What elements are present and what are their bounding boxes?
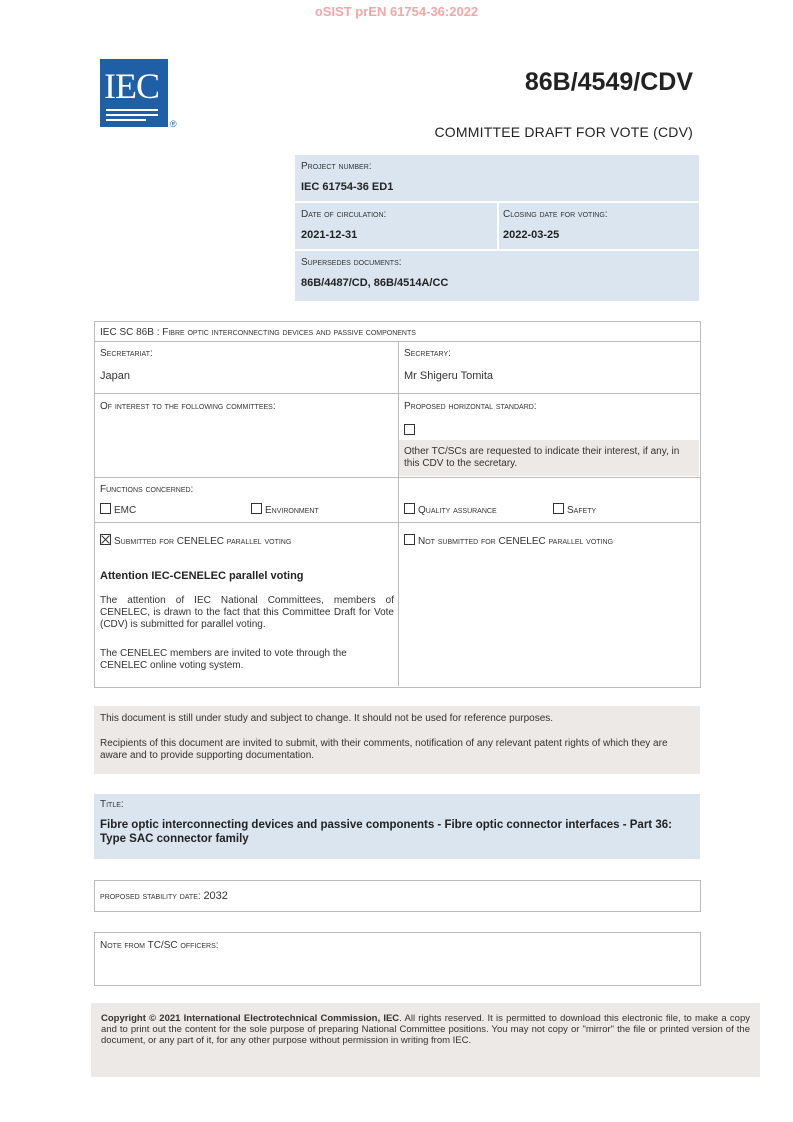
registered-mark: ® bbox=[170, 119, 177, 129]
interest-label: Of interest to the following committees: bbox=[100, 401, 276, 412]
function-safety[interactable]: Safety bbox=[553, 503, 596, 516]
copyright-bold: Copyright © 2021 International Electrotechnical Commission, IEC bbox=[101, 1013, 400, 1024]
title-label: Title: bbox=[100, 799, 124, 810]
other-tc-note: Other TC/SCs are requested to indicate their interest, if any, in this CDV to the secretary. bbox=[404, 446, 680, 469]
horizontal-checkbox[interactable] bbox=[404, 421, 418, 439]
supersedes-label: Supersedes documents: bbox=[301, 257, 402, 268]
document-type: COMMITTEE DRAFT FOR VOTE (CDV) bbox=[434, 124, 693, 140]
function-quality-assurance[interactable]: Quality assurance bbox=[404, 503, 497, 516]
attention-title: Attention IEC-CENELEC parallel voting bbox=[100, 570, 304, 582]
circulation-label: Date of circulation: bbox=[301, 209, 387, 220]
stability-label: proposed stability date: bbox=[100, 891, 204, 902]
secretary-value: Mr Shigeru Tomita bbox=[404, 370, 494, 382]
officers-note-label: Note from TC/SC officers: bbox=[100, 940, 219, 951]
iec-logo bbox=[100, 59, 168, 127]
circulation-value: 2021-12-31 bbox=[301, 229, 358, 241]
document-reference: 86B/4549/CDV bbox=[524, 68, 693, 96]
committee-name: Fibre optic interconnecting devices and passive components bbox=[162, 327, 416, 338]
copyright-notice bbox=[101, 1013, 750, 1046]
secretary-label: Secretary: bbox=[404, 348, 451, 359]
not-submitted-parallel-voting[interactable]: Not submitted for CENELEC parallel voting bbox=[404, 534, 613, 547]
attention-paragraph-2: The CENELEC members are invited to vote through the CENELEC online voting system. bbox=[100, 648, 347, 671]
secretariat-value: Japan bbox=[100, 370, 130, 382]
study-note: This document is still under study and subject to change. It should not be used for reference purposes. bbox=[100, 713, 554, 724]
closing-value: 2022-03-25 bbox=[503, 229, 560, 241]
functions-label: Functions concerned: bbox=[100, 484, 194, 495]
function-emc[interactable]: EMC bbox=[100, 503, 136, 516]
supersedes-cell bbox=[295, 251, 699, 301]
copyright-rest: . All rights reserved. It is permitted to download this electronic file, to make a copy and to print out the content for the sole purpose of preparing National Committee positions. You may not copy or "mirror" the file or printed version of the document, or any part of it, for any other purpose without permission in writing from IEC. bbox=[101, 1013, 750, 1046]
project-number-cell bbox=[295, 155, 699, 201]
closing-cell bbox=[499, 203, 699, 249]
function-environment[interactable]: Environment bbox=[251, 503, 319, 516]
document-title: Fibre optic interconnecting devices and passive components - Fibre optic connector interfaces - Part 36: Type SAC connector family bbox=[100, 819, 672, 845]
project-number-label: Project number: bbox=[301, 161, 372, 172]
logo-text: IEC bbox=[104, 66, 159, 106]
project-number-value: IEC 61754-36 ED1 bbox=[301, 181, 394, 193]
stability-value: 2032 bbox=[203, 890, 228, 902]
attention-paragraph-1: The attention of IEC National Committees, members of CENELEC, is drawn to the fact that this Committee Draft for Vote (CDV) is submitted for parallel voting. bbox=[100, 595, 394, 630]
committee-line bbox=[100, 327, 416, 338]
closing-label: Closing date for voting: bbox=[503, 209, 608, 220]
secretariat-label: Secretariat: bbox=[100, 348, 153, 359]
watermark: oSIST prEN 61754-36:2022 bbox=[314, 4, 479, 19]
circulation-cell bbox=[295, 203, 497, 249]
committee-prefix: IEC SC 86B : bbox=[100, 327, 163, 338]
patent-note: Recipients of this document are invited to submit, with their comments, notification of any relevant patent rights of which they are aware and to provide supporting documentation. bbox=[100, 738, 668, 761]
horizontal-label: Proposed horizontal standard: bbox=[404, 401, 537, 412]
supersedes-value: 86B/4487/CD, 86B/4514A/CC bbox=[301, 277, 449, 289]
stability-line bbox=[100, 890, 228, 902]
checked-box-icon bbox=[100, 534, 111, 545]
submitted-parallel-voting[interactable]: Submitted for CENELEC parallel voting bbox=[100, 534, 291, 547]
